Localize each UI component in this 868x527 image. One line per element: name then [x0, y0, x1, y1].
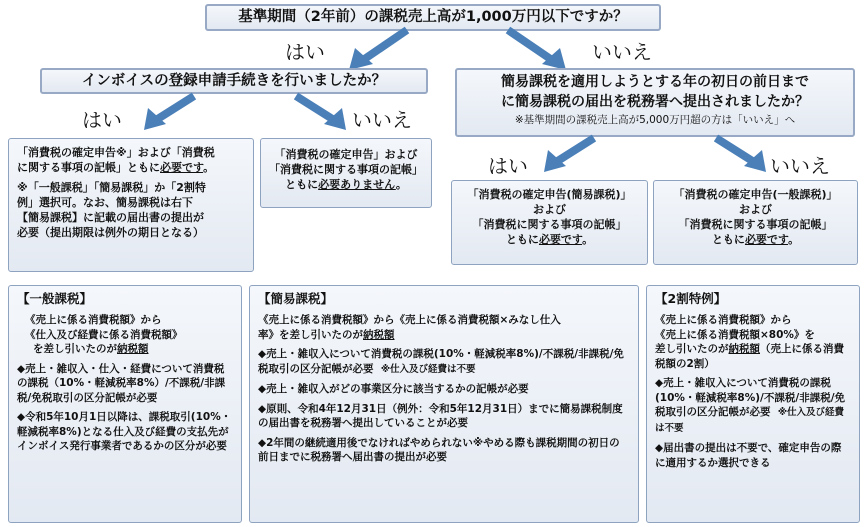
panel-simplified-bullet1: [258, 347, 630, 377]
panel-general-formula1: 《売上に係る消費税額》から: [25, 314, 162, 326]
panel-general-bullet1: ◆売上・雑収入・仕入・経費について消費税の課税（10%・軽減税率8%）/不課税/非課税/免税取引の区分記帳が必要: [17, 362, 226, 404]
result-simplified-no: [653, 180, 858, 265]
result-simplified-yes-line2: および: [533, 203, 566, 216]
panel-simplified-bullet1-text: ◆売上・雑収入について消費税の課税(10%・軽減税率8%)/不課税/非課税/免税取引の区分記帳が必要: [258, 348, 624, 375]
result-simplified-no-line1: 「消費税の確定申告(一般課税)」: [673, 188, 838, 201]
panel-twenty-tax-amount: 納税額: [728, 343, 760, 355]
result-invoice-yes-required: 必要です: [160, 161, 204, 174]
panel-general-tax-amount: 納税額: [117, 343, 149, 355]
question-simplified: [455, 68, 855, 137]
question-invoice-text: インボイスの登録申請手続きを行いましたか？: [81, 73, 387, 89]
panel-twenty-bullet2: ◆届出書の提出は不要で、確定申告の際に適用するか選択できる: [655, 442, 842, 469]
panel-simplified-bullet4: ◆2年間の継続適用後でなければやめられない※やめる際も課税期間の初日の前日までに税務署へ届出書の提出が必要: [258, 436, 620, 463]
result-simplified-yes-line3: 「消費税に関する事項の記帳」: [472, 218, 627, 231]
panel-simplified-bullet2: ◆売上・雑収入がどの事業区分に該当するかの記帳が必要: [258, 383, 529, 395]
question-simplified-line1: 簡易課税を適用しようとする年の初日の前日まで: [501, 74, 809, 90]
result-invoice-yes-line2c: 。: [203, 161, 215, 174]
label-no-simplified: いいえ: [770, 154, 830, 178]
result-invoice-no-line3: [261, 177, 431, 192]
panel-general-formula3a: を差し引いたのが: [33, 343, 117, 355]
panel-twenty-bullet1-text: ◆売上・雑収入について消費税の課税(10%・軽減税率8%)/不課税/非課税/免税取引の区分記帳が必要: [655, 377, 846, 418]
question-simplified-note: ※基準期間の課税売上高が5,000万円超の方は「いいえ」へ: [514, 114, 796, 126]
panel-simplified-title: 【簡易課税】: [258, 291, 334, 306]
label-yes-simplified: はい: [488, 154, 528, 178]
result-invoice-yes-note3: 【簡易課税】に記載の届出書の提出が: [17, 211, 204, 224]
panel-twenty-formula3c: （売上に係る消費税額の2割）: [655, 343, 844, 370]
panel-simplified-formula1: 《売上に係る消費税額》から《売上に係る消費税額×みなし仕入: [258, 314, 561, 326]
label-no-invoice: いいえ: [352, 108, 412, 132]
label-yes-invoice: はい: [82, 108, 122, 132]
arrow-simplified-no-icon: [710, 134, 770, 176]
panel-simplified-formula2: [258, 328, 630, 343]
result-simplified-yes-line4: [452, 232, 647, 247]
panel-simplified-tax-amount: 納税額: [363, 328, 395, 341]
result-invoice-no-not-required: 必要ありません: [318, 178, 396, 191]
panel-twenty-formula1: 《売上に係る消費税額》から: [655, 314, 792, 326]
panel-simplified-formula2a: 率》を差し引いたのが: [258, 328, 363, 341]
panel-twenty-bullet1-note: ※仕入及び経費は不要: [655, 407, 845, 434]
panel-general-title: 【一般課税】: [17, 291, 93, 306]
panel-twenty-percent-special: [646, 285, 860, 523]
arrow-invoice-yes-icon: [140, 92, 200, 134]
result-invoice-no-line1: 「消費税の確定申告」および: [274, 148, 418, 161]
result-simplified-yes-line1: 「消費税の確定申告(簡易課税)」: [467, 188, 632, 201]
label-no-top: いいえ: [592, 40, 652, 64]
result-simplified-no-required: 必要です: [744, 233, 789, 246]
arrow-invoice-no-icon: [290, 92, 350, 134]
result-invoice-no: [260, 138, 432, 208]
result-invoice-yes-line2: [17, 160, 245, 175]
result-simplified-yes-line4c: 。: [582, 233, 594, 246]
result-invoice-no-line3c: 。: [395, 178, 407, 191]
panel-general-formula3: [17, 342, 233, 357]
panel-twenty-formula3: [655, 342, 851, 371]
result-invoice-no-line3a: ともに: [285, 178, 319, 191]
result-invoice-no-line2: 「消費税に関する事項の記帳」: [269, 163, 423, 176]
panel-twenty-title: 【2割特例】: [655, 291, 727, 306]
result-simplified-no-line4a: ともに: [711, 233, 745, 246]
panel-simplified-bullet3: ◆原則、令和4年12月31日（例外：令和5年12月31日）までに簡易課税制度の届出書を税務署へ提出していることが必要: [258, 402, 623, 429]
result-invoice-yes: [8, 138, 254, 272]
arrow-top-left-icon: [345, 26, 415, 74]
panel-twenty-formula2: 《売上に係る消費税額×80%》を: [655, 328, 815, 341]
panel-twenty-bullet1: [655, 376, 851, 436]
question-base-period: [205, 4, 661, 31]
result-simplified-yes-required: 必要です: [538, 233, 583, 246]
result-simplified-no-line4: [654, 232, 857, 247]
label-yes-top: はい: [285, 40, 325, 64]
result-simplified-no-line4c: 。: [788, 233, 800, 246]
result-invoice-yes-note4: 必要（提出期限は例外の期日となる）: [17, 226, 204, 239]
panel-general-bullet2: ◆令和5年10月1日以降は、課税取引(10%・軽減税率8%)となる仕入及び経費の支払先がインボイス発行事業者であるかの区分が必要: [17, 411, 232, 452]
result-simplified-no-line3: 「消費税に関する事項の記帳」: [678, 218, 833, 231]
result-invoice-yes-note2: 例」選択可。なお、簡易課税は右下: [17, 196, 193, 209]
arrow-top-right-icon: [500, 26, 570, 74]
result-invoice-yes-line2a: に関する事項の記帳」ともに: [17, 161, 160, 174]
result-simplified-no-line2: および: [739, 203, 772, 216]
question-simplified-line2: に簡易課税の届出を税務署へ提出されましたか？: [501, 94, 809, 110]
panel-general-taxation: [8, 285, 242, 523]
panel-twenty-formula3a: 差し引いたのが: [655, 343, 729, 355]
result-invoice-yes-note1: ※「一般課税」「簡易課税」か「2割特: [17, 181, 206, 194]
panel-simplified-bullet1-note: ※仕入及び経費は不要: [380, 363, 476, 375]
result-simplified-yes: [451, 180, 648, 265]
result-simplified-yes-line4a: ともに: [505, 233, 539, 246]
question-base-period-text: 基準期間（2年前）の課税売上高が1,000万円以下ですか？: [238, 9, 628, 25]
question-invoice: [40, 68, 428, 94]
panel-simplified-taxation: [249, 285, 639, 523]
arrow-simplified-yes-icon: [540, 134, 600, 176]
panel-general-formula2: 《仕入及び経費に係る消費税額》: [25, 328, 183, 341]
result-invoice-yes-line1: 「消費税の確定申告※」および「消費税: [17, 146, 215, 159]
